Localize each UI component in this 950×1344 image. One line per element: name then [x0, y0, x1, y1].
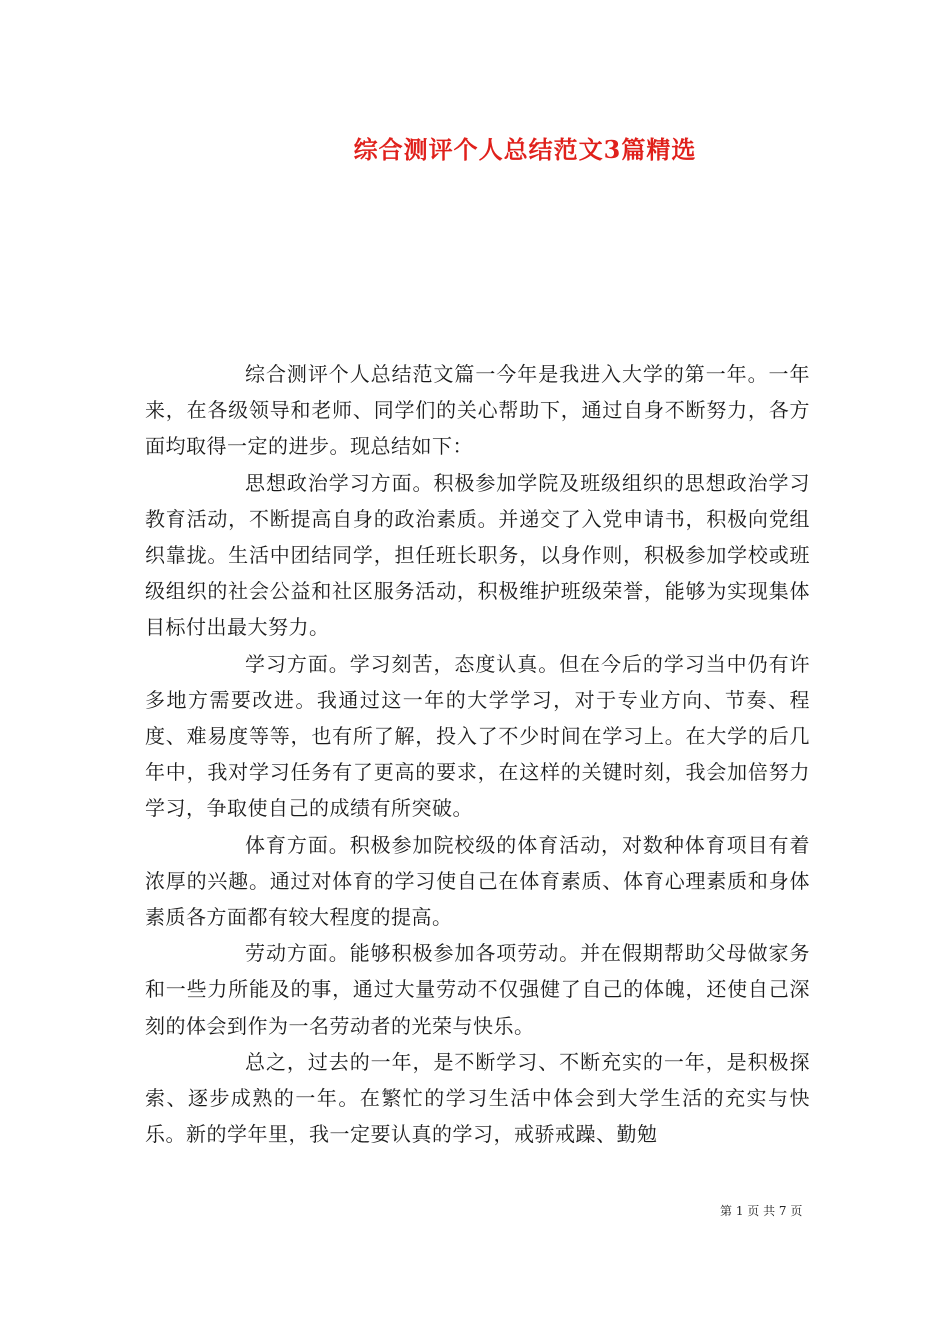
document-body: [145, 356, 810, 1152]
document-title: 综合测评个人总结范文3篇精选: [353, 135, 697, 164]
page-number-footer: 第 1 页 共 7 页: [720, 1204, 803, 1218]
paragraph-summary: 总之，过去的一年，是不断学习、不断充实的一年，是积极探索、逐步成熟的一年。在繁忙的学习生活中体会到大学生活的充实与快乐。新的学年里，我一定要认真的学习，戒骄戒躁、勤勉: [145, 1049, 810, 1147]
paragraph-intro: 综合测评个人总结范文篇一今年是我进入大学的第一年。一年来，在各级领导和老师、同学们的关心帮助下，通过自身不断努力，各方面均取得一定的进步。现总结如下：: [145, 362, 810, 459]
paragraph-sports: 体育方面。积极参加院校级的体育活动，对数种体育项目有着浓厚的兴趣。通过对体育的学习使自己在体育素质、体育心理素质和身体素质各方面都有较大程度的提高。: [145, 832, 810, 930]
paragraph-labor: 劳动方面。能够积极参加各项劳动。并在假期帮助父母做家务和一些力所能及的事，通过大量劳动不仅强健了自己的体魄，还使自己深刻的体会到作为一名劳动者的光荣与快乐。: [145, 941, 810, 1038]
paragraph-politics: 思想政治学习方面。积极参加学院及班级组织的思想政治学习教育活动，不断提高自身的政治素质。并递交了入党申请书，积极向党组织靠拢。生活中团结同学，担任班长职务，以身作则，积极参加学校或班级组织的社会公益和社区服务活动，积极维护班级荣誉，能够为实现集体目标付出最大努力。: [145, 470, 810, 640]
paragraph-study: 学习方面。学习刻苦，态度认真。但在今后的学习当中仍有许多地方需要改进。我通过这一年的大学学习，对于专业方向、节奏、程度、难易度等等，也有所了解，投入了不少时间在学习上。在大学的后几年中，我对学习任务有了更高的要求，在这样的关键时刻，我会加倍努力学习，争取使自己的成绩有所突破。: [145, 651, 810, 821]
